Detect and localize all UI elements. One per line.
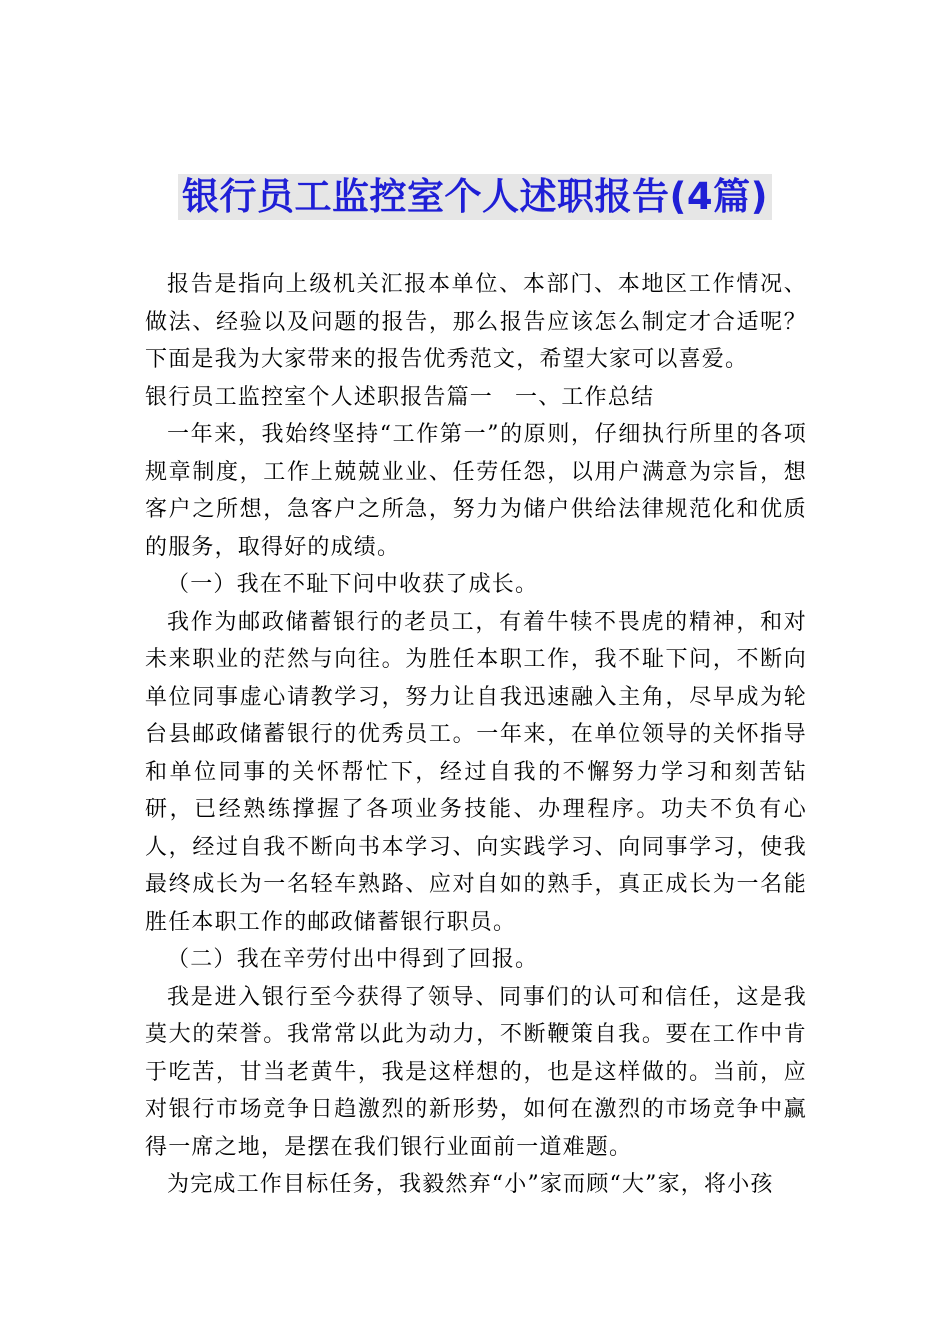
section-heading-line (145, 379, 807, 417)
paragraph-growth: 我作为邮政储蓄银行的老员工，有着牛犊不畏虎的精神，和对未来职业的茫然与向往。为胜任本职工作，我不耻下问，不断向单位同事虚心请教学习，努力让自我迅速融入主角，尽早成为轮台县邮政储蓄银行的优秀员工。一年来，在单位领导的关怀指导和单位同事的关怀帮忙下，经过自我的不懈努力学习和刻苦钻研，已经熟练撑握了各项业务技能、办理程序。功夫不负有心人，经过自我不断向书本学习、向实践学习、向同事学习，使我最终成长为一名轻车熟路、应对自如的熟手，真正成长为一名能胜任本职工作的邮政储蓄银行职员。 (145, 609, 807, 935)
subheading-reward: （二）我在辛劳付出中得到了回报。 (167, 947, 539, 972)
document-body (145, 266, 807, 1204)
paragraph-work-first: 一年来，我始终坚持“工作第一”的原则，仔细执行所里的各项规章制度，工作上兢兢业业、任劳任怨，以用户满意为宗旨，想客户之所想，急客户之所急，努力为储户供给法律规范化和优质的服务，取得好的成绩。 (145, 422, 807, 560)
paragraph-target: 为完成工作目标任务，我毅然弃“小”家而顾“大”家，将小孩 (167, 1172, 774, 1197)
subheading-growth: （一）我在不耻下问中收获了成长。 (167, 572, 539, 597)
paragraph-reward: 我是进入银行至今获得了领导、同事们的认可和信任，这是我莫大的荣誉。我常常以此为动力，不断鞭策自我。要在工作中肯于吃苦，甘当老黄牛，我是这样想的，也是这样做的。当前，应对银行市场竞争日趋激烈的新形势，如何在激烈的市场竞争中赢得一席之地，是摆在我们银行业面前一道难题。 (145, 984, 807, 1160)
document-title: 银行员工监控室个人述职报告(4篇) (178, 174, 772, 220)
section-subheading: 一、工作总结 (515, 384, 655, 410)
section-heading: 银行员工监控室个人述职报告篇一 (145, 384, 494, 410)
intro-paragraph: 报告是指向上级机关汇报本单位、本部门、本地区工作情况、做法、经验以及问题的报告，那么报告应该怎么制定才合适呢？下面是我为大家带来的报告优秀范文，希望大家可以喜爱。 (145, 272, 807, 372)
title-wrap (0, 174, 950, 220)
